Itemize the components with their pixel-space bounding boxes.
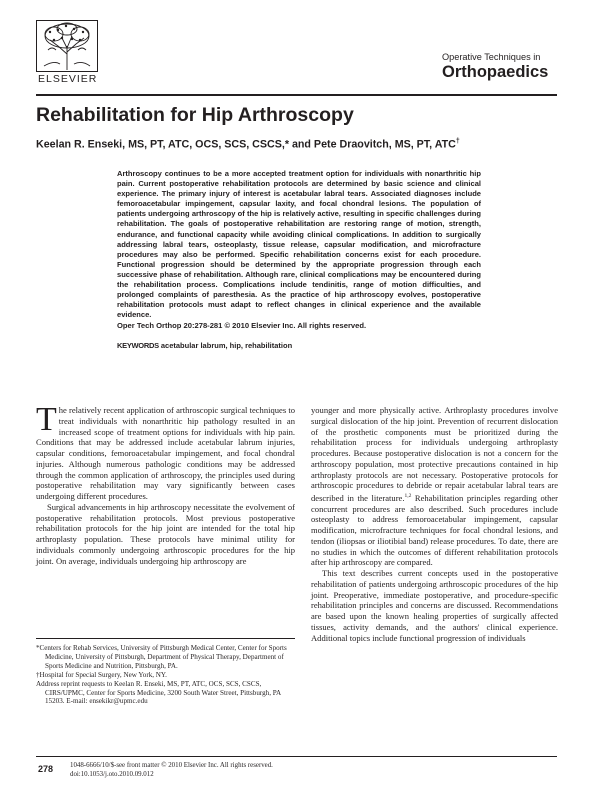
paragraph-3-text-a: younger and more physically active. Arthroplasty procedures involve surgical dislocation of the hip joint. Prevention of recurrent dislocation of the prosthetic components must be prioritized during the rehabilitation process for individuals undergoing arthroplasty procedures. Because postoperative dislocation is not a concern for the arthroscopy population, most protective precautions contained in hip arthroplasty protocols are not necessary. Postoperative protocols for arthroscopic procedures to debride or repair acetabular labral tears are described in the literature. [311, 405, 558, 503]
drop-cap: T [36, 401, 57, 438]
journal-title [442, 52, 558, 82]
footnotes [36, 644, 295, 706]
article-title: Rehabilitation for Hip Arthroscopy [36, 104, 354, 126]
keywords-list: acetabular labrum, hip, rehabilitation [160, 341, 293, 350]
keywords-label: KEYWORDS [117, 341, 159, 350]
footnote-affiliation-2: †Hospital for Special Surgery, New York, NY. [36, 670, 167, 679]
body-column-right [311, 405, 558, 643]
footnote-correspondence: Address reprint requests to Keelan R. Enseki, MS, PT, ATC, OCS, SCS, CSCS, CIRS/UPMC, Center for Sports Medicine, 3200 South Water Street, Pittsburgh, PA 15203. E-mail: ensekikr@upmc.edu [36, 679, 281, 706]
paragraph-intro [36, 401, 295, 502]
footnote-rule [36, 638, 295, 639]
paragraph-3 [311, 405, 558, 568]
reference-superscript: 1,2 [404, 493, 412, 499]
authors-text: Keelan R. Enseki, MS, PT, ATC, OCS, SCS, CSCS,* and Pete Draovitch, MS, PT, ATC [36, 138, 456, 151]
paragraph-4: This text describes current concepts used in the postoperative rehabilitation of patients undergoing arthroscopic procedures of the hip joint. Preoperative, immediate postoperative, and procedure-specific rehabilitation principles and concerns are discussed. Recommendations are based upon the known healing properties of surgically affected tissues, activity demands, and the authors' clinical experience. Additional topics include functional progression of individuals [311, 568, 558, 643]
authors-dagger: † [455, 138, 460, 145]
keywords [117, 341, 292, 350]
publisher-name: ELSEVIER [38, 73, 98, 85]
footer-doi-line: doi:10.1053/j.oto.2010.09.012 [70, 770, 154, 778]
page-number: 278 [38, 764, 54, 774]
citation: Oper Tech Orthop 20:278-281 © 2010 Elsevier Inc. All rights reserved. [117, 321, 367, 330]
abstract: Arthroscopy continues to be a more accepted treatment option for individuals with nonarthritic hip pain. Current postoperative rehabilitation protocols are determined by basic science and clinical experience. The primary injury of interest is acetabular labral tears. Associated diagnoses include femoroacetabular impingement, capsular laxity, and focal chondral lesions. The population of patients undergoing arthroscopy of the hip is relatively active, resulting in specific challenges during rehabilitation. The goals of postoperative rehabilitation are restoring range of motion, strength, endurance, and functional capacity while avoiding clinical complications. In addition to surgically addressing labral tears, osteoplasty, tissue release, capsular modification, and microfracture procedures may also be performed. Specific rehabilitation concerns exist for each procedure. Functional progression should be determined by the appropriate progression through each successive phase of rehabilitation. Although rare, clinical complications may be encountered during the rehabilitation process. Complications include tendinitis, range of motion difficulties, and prolonged complaints of paresthesia. As the practice of hip arthroscopy evolves, postoperative rehabilitation protocols must adapt to reflect changes in clinical experience and the available evidence. [117, 169, 481, 320]
footer-copyright [70, 762, 273, 779]
paragraph-intro-text: he relatively recent application of arthroscopic surgical techniques to treat individuals with nonarthritic hip pathology resulted in an increased scope of treatment options for individuals with hip pain. Conditions that may be addressed include acetabular labrum injuries, capsular conditions, femoroacetabular impingement, and focal chondral injuries. Although numerous pathologic conditions may be addressed through the common application of arthroscopy, the principles used during postoperative rehabilitation may vary significantly between cases undergoing different procedures. [36, 405, 295, 501]
paragraph-2: Surgical advancements in hip arthroscopy necessitate the evolvement of postoperative rehabilitation protocols. Most previous postoperative rehabilitation protocols for the hip joint are intended for the total hip arthroplasty population. These protocols have minimal utility for individuals commonly undergoing arthroscopic procedures for the hip joint. On average, individuals undergoing hip arthroscopy are [36, 501, 295, 566]
journal-title-line1: Operative Techniques in [442, 52, 541, 62]
header-rule [36, 94, 557, 96]
elsevier-tree-logo [36, 20, 98, 72]
footnote-affiliation-1: *Centers for Rehab Services, University of Pittsburgh Medical Center, Center for Sports Medicine, University of Pittsburgh, Department of Physical Therapy, Department of Sports Medicine and Nutrition, Pittsburgh, PA. [36, 644, 287, 670]
body-column-left [36, 401, 295, 566]
footer-copyright-line: 1048-6666/10/$-see front matter © 2010 Elsevier Inc. All rights reserved. [70, 762, 273, 769]
journal-title-line2: Orthopaedics [442, 63, 549, 81]
article-authors [36, 138, 460, 151]
paragraph-3-text-b: Rehabilitation principles regarding other concurrent procedures are also described. Such procedures include osteoplasty to address femoroacetabular impingement, capsular modification, microfracture techniques for focal chondral lesions, and tendon (iliopsas or iliotibial band) release procedures. To date, there are no studies in which the outcomes of different rehabilitation protocols after hip arthroscopy are compared. [311, 492, 559, 568]
footer-rule [36, 756, 557, 757]
